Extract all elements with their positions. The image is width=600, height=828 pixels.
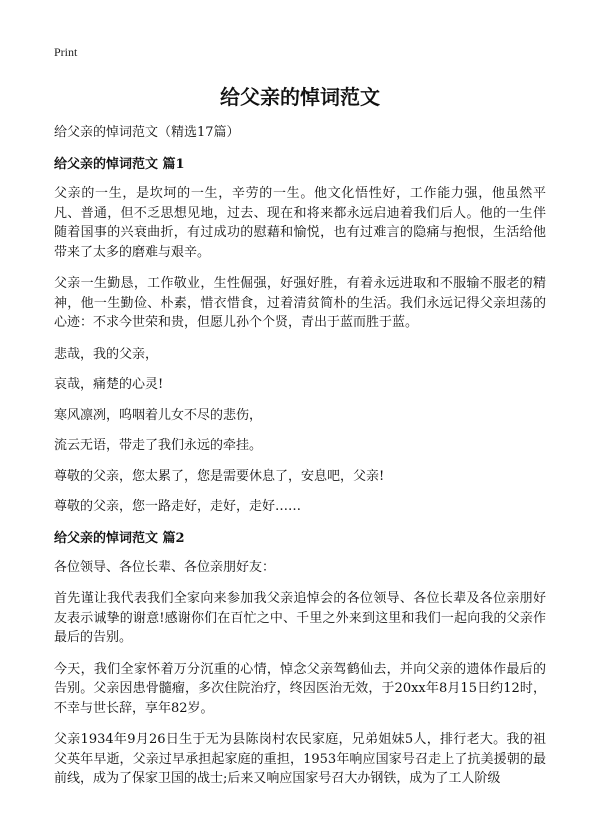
paragraph: 父亲1934年9月26日生于无为县陈岗村农民家庭，兄弟姐妹5人，排行老大。我的祖父英年早逝，父亲过早承担起家庭的重担，1953年响应国家号召走上了抗美援朝的最前线，成为了保家卫国的战士;后来又响应国家号召大办钢铁，成为了工人阶级 <box>54 732 546 786</box>
paragraph: 父亲一生勤恳，工作敬业，生性倔强，好强好胜，有着永远进取和不服输不服老的精神，他一生勤俭、朴素，惜衣惜食，过着清贫简朴的生活。我们永远记得父亲坦荡的心迹：不求今世荣和贵，但愿儿孙个个贤，青出于蓝而胜于蓝。 <box>54 276 546 330</box>
section-2 <box>54 528 546 789</box>
section-1 <box>54 154 546 517</box>
paragraph: 尊敬的父亲，您太累了，您是需要休息了，安息吧，父亲! <box>54 468 385 484</box>
paragraph: 今天，我们全家怀着万分沉重的心情，悼念父亲驾鹤仙去，并向父亲的遗体作最后的告别。父亲因患骨髓瘤，多次住院治疗，终因医治无效，于20xx年8月15日约12时，不幸与世长辞，享年82岁。 <box>54 661 546 716</box>
section-heading: 给父亲的悼词范文 篇2 <box>54 530 185 546</box>
paragraph: 悲哉，我的父亲， <box>54 346 159 362</box>
print-label: Print <box>54 45 78 59</box>
paragraph: 父亲的一生，是坎坷的一生，辛劳的一生。他文化悟性好，工作能力强，他虽然平凡、普通，但不乏思想见地，过去、现在和将来都永远启迪着我们后人。他的一生伴随着国事的兴衰曲折，有过成功的慰藉和愉悦，也有过难言的隐痛与抱恨，生活给他带来了太多的磨难与艰辛。 <box>54 186 546 260</box>
section-heading: 给父亲的悼词范文 篇1 <box>54 157 185 172</box>
paragraph: 尊敬的父亲，您一路走好，走好，走好…… <box>54 499 302 514</box>
page-subtitle: 给父亲的悼词范文（精选17篇） <box>54 125 240 140</box>
paragraph: 各位领导、各位长辈、各位亲朋好友： <box>54 559 276 575</box>
paragraph: 寒风凛冽，呜咽着儿女不尽的悲伤， <box>54 407 263 423</box>
paragraph: 首先谨让我代表我们全家向来参加我父亲追悼会的各位领导、各位长辈及各位亲朋好友表示诚挚的谢意!感谢你们在百忙之中、千里之外来到这里和我们一起向我的父亲作最后的告别。 <box>54 591 546 645</box>
paragraph: 哀哉，痛楚的心灵! <box>54 377 164 392</box>
page-title: 给父亲的悼词范文 <box>220 85 380 109</box>
paragraph: 流云无语，带走了我们永远的牵挂。 <box>54 438 263 453</box>
